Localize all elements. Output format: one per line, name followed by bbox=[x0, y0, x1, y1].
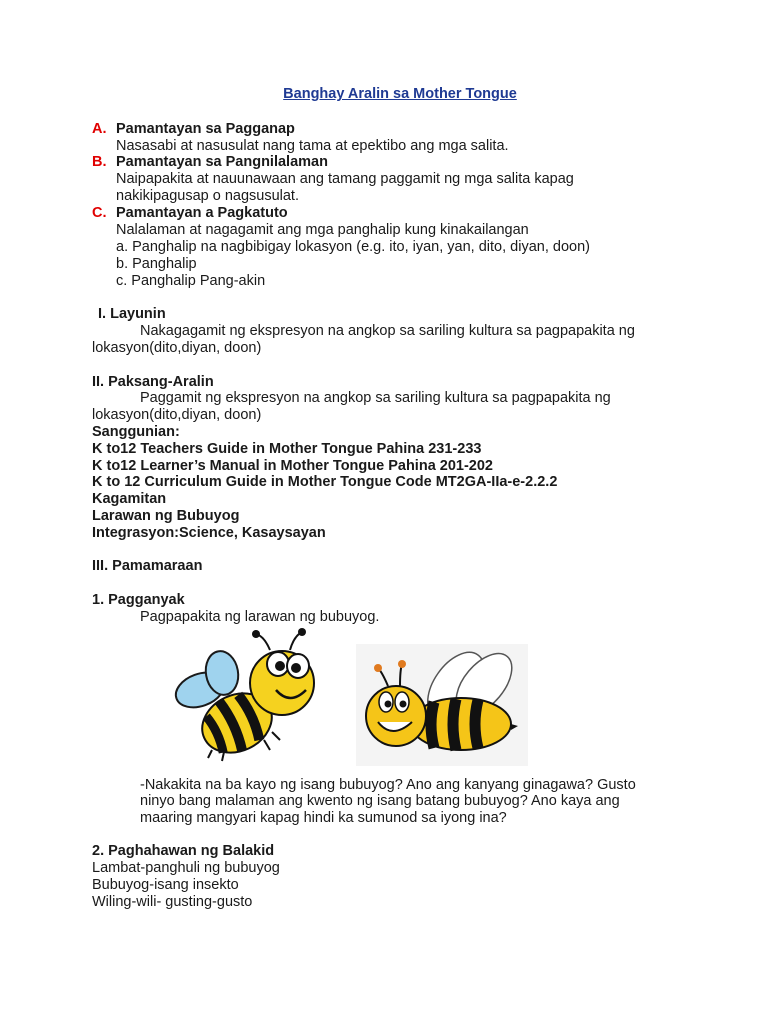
balakid-item: Wiling-wili- gusting-gusto bbox=[92, 894, 253, 910]
pagganyak-question-line: ninyo bang malaman ang kwento ng isang batang bubuyog? Ano kaya ang bbox=[140, 793, 620, 809]
section-c-text: Nalalaman at nagagamit ang mga panghalip kung kinakailangan bbox=[116, 222, 529, 238]
layunin-line: Nakagagamit ng ekspresyon na angkop sa sariling kultura sa pagpapakita ng bbox=[140, 323, 635, 339]
section-a-title: Pamantayan sa Pagganap bbox=[116, 121, 295, 137]
layunin-heading: I. Layunin bbox=[98, 306, 166, 322]
balakid-item: Bubuyog-isang insekto bbox=[92, 877, 239, 893]
section-b-text-line: Naipapakita at nauunawaan ang tamang paggamit ng mga salita kapag bbox=[116, 171, 574, 187]
pagganyak-question-line: maaring mangyari kapag hindi ka sumunod sa iyong ina? bbox=[140, 810, 507, 826]
pamamaraan-heading: III. Pamamaraan bbox=[92, 558, 203, 574]
section-b-letter: B. bbox=[92, 154, 107, 170]
bee-smiling-icon bbox=[356, 644, 528, 766]
paksa-line: lokasyon(dito,diyan, doon) bbox=[92, 407, 262, 423]
reference-line: K to 12 Curriculum Guide in Mother Tongue Code MT2GA-IIa-e-2.2.2 bbox=[92, 474, 558, 490]
sanggunian-label: Sanggunian: bbox=[92, 424, 180, 440]
section-c-item: b. Panghalip bbox=[116, 256, 197, 272]
kagamitan-item: Larawan ng Bubuyog bbox=[92, 508, 240, 524]
section-a-text: Nasasabi at nasusulat nang tama at epektibo ang mga salita. bbox=[116, 138, 509, 154]
kagamitan-label: Kagamitan bbox=[92, 491, 167, 507]
pagganyak-question-line: -Nakakita na ba kayo ng isang bubuyog? Ano ang kanyang ginagawa? Gusto bbox=[140, 777, 636, 793]
pagganyak-heading: 1. Pagganyak bbox=[92, 592, 185, 608]
section-c-item: c. Panghalip Pang-akin bbox=[116, 273, 266, 289]
section-b-title: Pamantayan sa Pangnilalaman bbox=[116, 154, 328, 170]
reference-line: K to12 Learner’s Manual in Mother Tongue Pahina 201-202 bbox=[92, 458, 493, 474]
section-a-heading bbox=[92, 121, 295, 138]
integrasyon-line: Integrasyon:Science, Kasaysayan bbox=[92, 525, 326, 541]
section-c-heading bbox=[92, 205, 288, 222]
reference-line: K to12 Teachers Guide in Mother Tongue Pahina 231-233 bbox=[92, 441, 482, 457]
section-c-letter: C. bbox=[92, 205, 107, 221]
balakid-item: Lambat-panghuli ng bubuyog bbox=[92, 860, 280, 876]
section-c-item: a. Panghalip na nagbibigay lokasyon (e.g. ito, iyan, yan, dito, diyan, doon) bbox=[116, 239, 590, 255]
paksa-heading: II. Paksang-Aralin bbox=[92, 374, 214, 390]
paksa-line: Paggamit ng ekspresyon na angkop sa sariling kultura sa pagpapakita ng bbox=[140, 390, 611, 406]
pagganyak-text: Pagpapakita ng larawan ng bubuyog. bbox=[140, 609, 380, 625]
layunin-line: lokasyon(dito,diyan, doon) bbox=[92, 340, 262, 356]
bee-cartoon-icon bbox=[172, 628, 322, 763]
section-a-letter: A. bbox=[92, 121, 107, 137]
balakid-heading: 2. Paghahawan ng Balakid bbox=[92, 843, 275, 859]
section-c-title: Pamantayan a Pagkatuto bbox=[116, 205, 288, 221]
section-b-heading bbox=[92, 154, 328, 171]
page-title: Banghay Aralin sa Mother Tongue bbox=[283, 86, 517, 102]
section-b-text-line: nakikipagusap o nagsusulat. bbox=[116, 188, 299, 204]
